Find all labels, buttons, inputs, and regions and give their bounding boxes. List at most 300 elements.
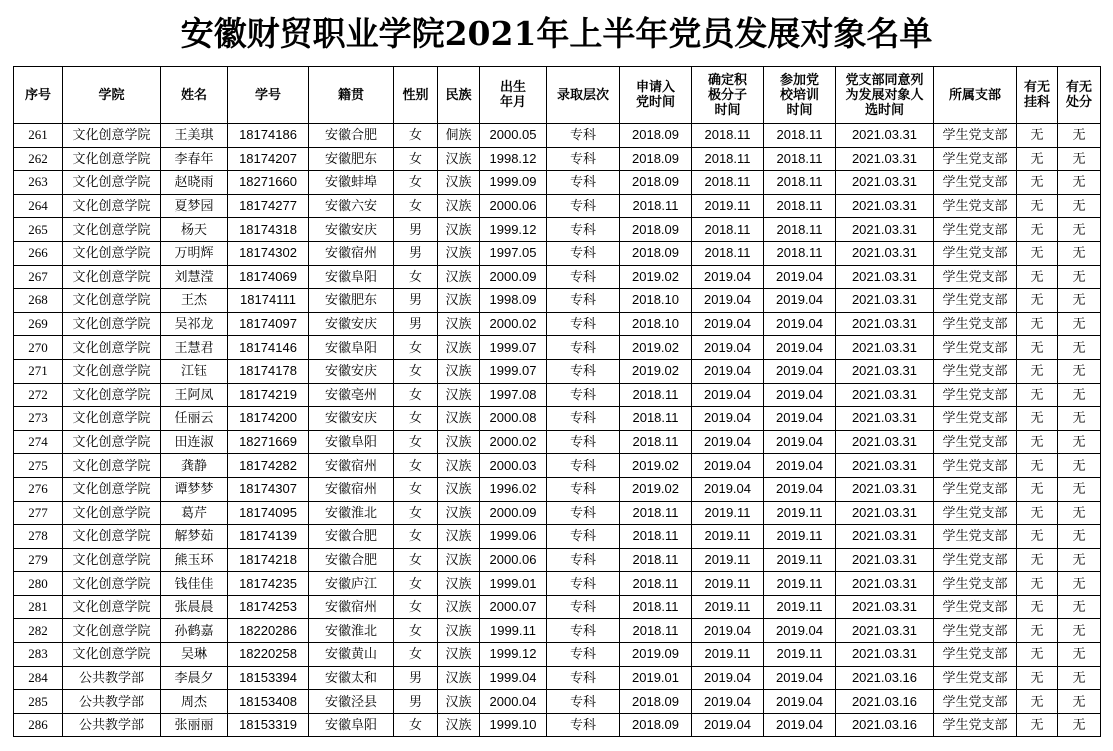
cell-penalty: 无 — [1058, 171, 1101, 195]
table-row — [14, 359, 1101, 383]
cell-branch: 学生党支部 — [934, 666, 1017, 690]
table-row — [14, 525, 1101, 549]
cell-birth: 2000.02 — [480, 430, 547, 454]
cell-birth: 1999.12 — [480, 643, 547, 667]
cell-native-place: 安徽阜阳 — [309, 713, 394, 737]
cell-failed-course: 无 — [1017, 548, 1058, 572]
cell-college: 文化创意学院 — [63, 595, 161, 619]
header-penalty — [1058, 67, 1101, 124]
cell-student-id: 18174200 — [228, 407, 309, 431]
cell-branch: 学生党支部 — [934, 241, 1017, 265]
cell-name: 杨天 — [161, 218, 228, 242]
cell-apply-time: 2019.01 — [620, 666, 692, 690]
cell-penalty: 无 — [1058, 643, 1101, 667]
cell-listed-time: 2021.03.31 — [836, 124, 934, 148]
cell-activist-time: 2019.11 — [692, 525, 764, 549]
header-apply-time — [620, 67, 692, 124]
cell-activist-time: 2019.04 — [692, 383, 764, 407]
cell-activist-time: 2019.04 — [692, 619, 764, 643]
cell-admission-level: 专科 — [547, 289, 620, 313]
cell-penalty: 无 — [1058, 477, 1101, 501]
cell-seq: 270 — [14, 336, 63, 360]
cell-student-id: 18174146 — [228, 336, 309, 360]
cell-admission-level: 专科 — [547, 454, 620, 478]
cell-ethnicity: 汉族 — [438, 477, 480, 501]
cell-college: 公共教学部 — [63, 666, 161, 690]
cell-ethnicity: 侗族 — [438, 124, 480, 148]
cell-apply-time: 2018.09 — [620, 241, 692, 265]
cell-student-id: 18174207 — [228, 147, 309, 171]
header-college: 学院 — [63, 67, 161, 124]
cell-birth: 1999.09 — [480, 171, 547, 195]
cell-birth: 1999.12 — [480, 218, 547, 242]
cell-apply-time: 2019.02 — [620, 359, 692, 383]
table-row — [14, 548, 1101, 572]
cell-branch: 学生党支部 — [934, 430, 1017, 454]
cell-failed-course: 无 — [1017, 194, 1058, 218]
cell-training-time: 2019.04 — [764, 619, 836, 643]
cell-seq: 264 — [14, 194, 63, 218]
cell-seq: 278 — [14, 525, 63, 549]
cell-student-id: 18220258 — [228, 643, 309, 667]
header-apply-line: 党时间 — [635, 95, 675, 110]
cell-admission-level: 专科 — [547, 218, 620, 242]
cell-training-time: 2018.11 — [764, 194, 836, 218]
cell-training-time: 2019.11 — [764, 548, 836, 572]
table-row — [14, 619, 1101, 643]
cell-branch: 学生党支部 — [934, 383, 1017, 407]
cell-activist-time: 2019.04 — [692, 265, 764, 289]
cell-gender: 女 — [394, 407, 438, 431]
cell-listed-time: 2021.03.31 — [836, 289, 934, 313]
cell-gender: 女 — [394, 643, 438, 667]
header-listed-line: 党支部同意列 — [845, 72, 924, 88]
cell-native-place: 安徽淮北 — [309, 619, 394, 643]
cell-birth: 2000.08 — [480, 407, 547, 431]
table-row — [14, 289, 1101, 313]
cell-branch: 学生党支部 — [934, 595, 1017, 619]
table-row — [14, 690, 1101, 714]
cell-listed-time: 2021.03.31 — [836, 643, 934, 667]
cell-activist-time: 2019.04 — [692, 690, 764, 714]
cell-birth: 1996.02 — [480, 477, 547, 501]
table-row — [14, 124, 1101, 148]
header-penalty-line: 处分 — [1065, 95, 1092, 110]
cell-branch: 学生党支部 — [934, 194, 1017, 218]
cell-activist-time: 2018.11 — [692, 147, 764, 171]
header-activist-line: 确定积 — [707, 72, 747, 88]
cell-branch: 学生党支部 — [934, 619, 1017, 643]
cell-admission-level: 专科 — [547, 666, 620, 690]
cell-college: 文化创意学院 — [63, 430, 161, 454]
cell-native-place: 安徽安庆 — [309, 218, 394, 242]
cell-admission-level: 专科 — [547, 359, 620, 383]
header-ethnicity: 民族 — [438, 67, 480, 124]
cell-listed-time: 2021.03.31 — [836, 595, 934, 619]
cell-name: 田连淑 — [161, 430, 228, 454]
cell-training-time: 2018.11 — [764, 124, 836, 148]
cell-seq: 273 — [14, 407, 63, 431]
cell-penalty: 无 — [1058, 218, 1101, 242]
cell-activist-time: 2019.04 — [692, 407, 764, 431]
cell-failed-course: 无 — [1017, 477, 1058, 501]
cell-penalty: 无 — [1058, 595, 1101, 619]
cell-activist-time: 2019.04 — [692, 359, 764, 383]
cell-gender: 女 — [394, 359, 438, 383]
cell-seq: 284 — [14, 666, 63, 690]
cell-apply-time: 2018.09 — [620, 690, 692, 714]
cell-name: 李春年 — [161, 147, 228, 171]
cell-college: 文化创意学院 — [63, 194, 161, 218]
cell-birth: 1999.11 — [480, 619, 547, 643]
cell-penalty: 无 — [1058, 241, 1101, 265]
cell-native-place: 安徽合肥 — [309, 548, 394, 572]
cell-seq: 274 — [14, 430, 63, 454]
cell-ethnicity: 汉族 — [438, 171, 480, 195]
cell-activist-time: 2018.11 — [692, 171, 764, 195]
cell-gender: 女 — [394, 147, 438, 171]
cell-name: 解梦茹 — [161, 525, 228, 549]
cell-student-id: 18174097 — [228, 312, 309, 336]
cell-branch: 学生党支部 — [934, 548, 1017, 572]
cell-training-time: 2019.04 — [764, 407, 836, 431]
cell-name: 葛芹 — [161, 501, 228, 525]
cell-branch: 学生党支部 — [934, 643, 1017, 667]
cell-activist-time: 2019.04 — [692, 430, 764, 454]
cell-listed-time: 2021.03.31 — [836, 477, 934, 501]
cell-activist-time: 2019.04 — [692, 477, 764, 501]
cell-ethnicity: 汉族 — [438, 194, 480, 218]
cell-listed-time: 2021.03.31 — [836, 548, 934, 572]
cell-listed-time: 2021.03.31 — [836, 171, 934, 195]
cell-apply-time: 2018.09 — [620, 218, 692, 242]
cell-ethnicity: 汉族 — [438, 359, 480, 383]
table-row — [14, 218, 1101, 242]
cell-branch: 学生党支部 — [934, 265, 1017, 289]
cell-college: 文化创意学院 — [63, 383, 161, 407]
cell-training-time: 2019.04 — [764, 359, 836, 383]
table-row — [14, 407, 1101, 431]
cell-apply-time: 2018.10 — [620, 289, 692, 313]
cell-penalty: 无 — [1058, 312, 1101, 336]
cell-apply-time: 2018.11 — [620, 407, 692, 431]
cell-admission-level: 专科 — [547, 643, 620, 667]
cell-apply-time: 2019.02 — [620, 265, 692, 289]
cell-gender: 女 — [394, 477, 438, 501]
cell-college: 文化创意学院 — [63, 265, 161, 289]
cell-student-id: 18174253 — [228, 595, 309, 619]
cell-apply-time: 2018.09 — [620, 147, 692, 171]
cell-native-place: 安徽阜阳 — [309, 336, 394, 360]
cell-branch: 学生党支部 — [934, 501, 1017, 525]
cell-penalty: 无 — [1058, 407, 1101, 431]
cell-branch: 学生党支部 — [934, 147, 1017, 171]
cell-admission-level: 专科 — [547, 548, 620, 572]
cell-training-time: 2019.04 — [764, 336, 836, 360]
table-row — [14, 312, 1101, 336]
cell-admission-level: 专科 — [547, 690, 620, 714]
cell-student-id: 18174095 — [228, 501, 309, 525]
cell-listed-time: 2021.03.31 — [836, 383, 934, 407]
cell-college: 文化创意学院 — [63, 241, 161, 265]
cell-training-time: 2019.11 — [764, 643, 836, 667]
cell-seq: 280 — [14, 572, 63, 596]
cell-seq: 267 — [14, 265, 63, 289]
cell-seq: 276 — [14, 477, 63, 501]
cell-branch: 学生党支部 — [934, 525, 1017, 549]
cell-failed-course: 无 — [1017, 501, 1058, 525]
cell-college: 文化创意学院 — [63, 454, 161, 478]
cell-activist-time: 2019.04 — [692, 713, 764, 737]
cell-penalty: 无 — [1058, 572, 1101, 596]
cell-native-place: 安徽庐江 — [309, 572, 394, 596]
table-row — [14, 265, 1101, 289]
cell-failed-course: 无 — [1017, 713, 1058, 737]
cell-penalty: 无 — [1058, 525, 1101, 549]
table-row — [14, 572, 1101, 596]
cell-college: 文化创意学院 — [63, 548, 161, 572]
cell-college: 文化创意学院 — [63, 147, 161, 171]
cell-listed-time: 2021.03.31 — [836, 501, 934, 525]
header-gender: 性别 — [394, 67, 438, 124]
cell-ethnicity: 汉族 — [438, 619, 480, 643]
cell-training-time: 2019.04 — [764, 713, 836, 737]
cell-native-place: 安徽安庆 — [309, 407, 394, 431]
cell-failed-course: 无 — [1017, 643, 1058, 667]
cell-college: 文化创意学院 — [63, 171, 161, 195]
cell-ethnicity: 汉族 — [438, 147, 480, 171]
cell-name: 孙鹤嘉 — [161, 619, 228, 643]
cell-admission-level: 专科 — [547, 477, 620, 501]
cell-gender: 女 — [394, 572, 438, 596]
cell-college: 文化创意学院 — [63, 407, 161, 431]
cell-name: 刘慧滢 — [161, 265, 228, 289]
cell-name: 吴琳 — [161, 643, 228, 667]
cell-activist-time: 2019.04 — [692, 336, 764, 360]
header-training-line: 时间 — [786, 102, 813, 118]
cell-branch: 学生党支部 — [934, 218, 1017, 242]
cell-failed-course: 无 — [1017, 525, 1058, 549]
cell-name: 谭梦梦 — [161, 477, 228, 501]
cell-failed-course: 无 — [1017, 619, 1058, 643]
cell-birth: 2000.09 — [480, 265, 547, 289]
cell-admission-level: 专科 — [547, 501, 620, 525]
cell-admission-level: 专科 — [547, 265, 620, 289]
cell-penalty: 无 — [1058, 619, 1101, 643]
header-birth — [480, 67, 547, 124]
cell-apply-time: 2018.09 — [620, 171, 692, 195]
cell-apply-time: 2019.02 — [620, 477, 692, 501]
cell-gender: 男 — [394, 312, 438, 336]
cell-native-place: 安徽肥东 — [309, 147, 394, 171]
cell-college: 公共教学部 — [63, 690, 161, 714]
cell-college: 文化创意学院 — [63, 477, 161, 501]
cell-activist-time: 2019.11 — [692, 572, 764, 596]
table-row — [14, 713, 1101, 737]
cell-seq: 261 — [14, 124, 63, 148]
cell-penalty: 无 — [1058, 666, 1101, 690]
cell-apply-time: 2018.09 — [620, 713, 692, 737]
cell-failed-course: 无 — [1017, 666, 1058, 690]
cell-training-time: 2019.04 — [764, 383, 836, 407]
cell-ethnicity: 汉族 — [438, 643, 480, 667]
cell-name: 熊玉环 — [161, 548, 228, 572]
table-row — [14, 430, 1101, 454]
cell-admission-level: 专科 — [547, 312, 620, 336]
cell-branch: 学生党支部 — [934, 690, 1017, 714]
cell-birth: 1998.09 — [480, 289, 547, 313]
cell-branch: 学生党支部 — [934, 454, 1017, 478]
cell-ethnicity: 汉族 — [438, 690, 480, 714]
cell-listed-time: 2021.03.31 — [836, 407, 934, 431]
cell-penalty: 无 — [1058, 713, 1101, 737]
cell-seq: 268 — [14, 289, 63, 313]
cell-training-time: 2019.04 — [764, 430, 836, 454]
cell-native-place: 安徽黄山 — [309, 643, 394, 667]
cell-name: 张晨晨 — [161, 595, 228, 619]
cell-name: 王阿凤 — [161, 383, 228, 407]
cell-apply-time: 2018.11 — [620, 548, 692, 572]
cell-admission-level: 专科 — [547, 572, 620, 596]
cell-training-time: 2019.04 — [764, 265, 836, 289]
cell-gender: 男 — [394, 241, 438, 265]
table-row — [14, 454, 1101, 478]
cell-listed-time: 2021.03.31 — [836, 525, 934, 549]
cell-listed-time: 2021.03.31 — [836, 430, 934, 454]
cell-seq: 269 — [14, 312, 63, 336]
cell-student-id: 18174277 — [228, 194, 309, 218]
cell-apply-time: 2019.02 — [620, 336, 692, 360]
cell-native-place: 安徽肥东 — [309, 289, 394, 313]
cell-failed-course: 无 — [1017, 407, 1058, 431]
cell-native-place: 安徽泾县 — [309, 690, 394, 714]
cell-branch: 学生党支部 — [934, 713, 1017, 737]
cell-training-time: 2019.04 — [764, 690, 836, 714]
header-birth-line: 出生 — [499, 80, 526, 95]
header-birth-line: 年月 — [499, 95, 526, 110]
cell-penalty: 无 — [1058, 454, 1101, 478]
cell-college: 文化创意学院 — [63, 359, 161, 383]
cell-admission-level: 专科 — [547, 595, 620, 619]
cell-college: 公共教学部 — [63, 713, 161, 737]
cell-listed-time: 2021.03.31 — [836, 359, 934, 383]
cell-listed-time: 2021.03.31 — [836, 194, 934, 218]
cell-college: 文化创意学院 — [63, 643, 161, 667]
cell-seq: 271 — [14, 359, 63, 383]
cell-college: 文化创意学院 — [63, 525, 161, 549]
cell-student-id: 18174178 — [228, 359, 309, 383]
cell-penalty: 无 — [1058, 383, 1101, 407]
header-activist-line: 时间 — [714, 102, 741, 118]
cell-birth: 1999.06 — [480, 525, 547, 549]
cell-gender: 女 — [394, 336, 438, 360]
cell-college: 文化创意学院 — [63, 501, 161, 525]
header-branch: 所属支部 — [934, 67, 1017, 124]
cell-failed-course: 无 — [1017, 147, 1058, 171]
cell-gender: 女 — [394, 454, 438, 478]
cell-native-place: 安徽宿州 — [309, 595, 394, 619]
cell-ethnicity: 汉族 — [438, 548, 480, 572]
cell-name: 张丽丽 — [161, 713, 228, 737]
cell-student-id: 18174318 — [228, 218, 309, 242]
cell-apply-time: 2018.11 — [620, 572, 692, 596]
cell-college: 文化创意学院 — [63, 312, 161, 336]
cell-gender: 女 — [394, 525, 438, 549]
header-row — [14, 67, 1101, 124]
header-training-line: 校培训 — [779, 87, 819, 103]
cell-native-place: 安徽阜阳 — [309, 430, 394, 454]
cell-name: 钱佳佳 — [161, 572, 228, 596]
cell-name: 王慧君 — [161, 336, 228, 360]
cell-student-id: 18174069 — [228, 265, 309, 289]
cell-gender: 女 — [394, 194, 438, 218]
header-failed-line: 有无 — [1023, 80, 1050, 95]
cell-activist-time: 2019.04 — [692, 289, 764, 313]
header-name: 姓名 — [161, 67, 228, 124]
cell-penalty: 无 — [1058, 124, 1101, 148]
cell-student-id: 18174282 — [228, 454, 309, 478]
table-row — [14, 477, 1101, 501]
cell-failed-course: 无 — [1017, 359, 1058, 383]
table-row — [14, 194, 1101, 218]
cell-training-time: 2018.11 — [764, 218, 836, 242]
cell-apply-time: 2018.11 — [620, 595, 692, 619]
cell-apply-time: 2019.02 — [620, 454, 692, 478]
cell-penalty: 无 — [1058, 265, 1101, 289]
cell-failed-course: 无 — [1017, 454, 1058, 478]
cell-training-time: 2018.11 — [764, 241, 836, 265]
cell-birth: 2000.05 — [480, 124, 547, 148]
cell-native-place: 安徽阜阳 — [309, 265, 394, 289]
cell-admission-level: 专科 — [547, 194, 620, 218]
cell-admission-level: 专科 — [547, 713, 620, 737]
cell-name: 王杰 — [161, 289, 228, 313]
cell-ethnicity: 汉族 — [438, 383, 480, 407]
cell-gender: 男 — [394, 690, 438, 714]
table-row — [14, 336, 1101, 360]
candidate-table — [13, 66, 1101, 737]
cell-admission-level: 专科 — [547, 147, 620, 171]
cell-birth: 2000.04 — [480, 690, 547, 714]
cell-branch: 学生党支部 — [934, 289, 1017, 313]
cell-gender: 男 — [394, 289, 438, 313]
cell-college: 文化创意学院 — [63, 619, 161, 643]
cell-student-id: 18271669 — [228, 430, 309, 454]
cell-birth: 2000.06 — [480, 194, 547, 218]
cell-native-place: 安徽安庆 — [309, 312, 394, 336]
cell-admission-level: 专科 — [547, 171, 620, 195]
cell-birth: 2000.03 — [480, 454, 547, 478]
header-seq: 序号 — [14, 67, 63, 124]
cell-training-time: 2019.04 — [764, 289, 836, 313]
cell-activist-time: 2019.04 — [692, 312, 764, 336]
cell-activist-time: 2019.11 — [692, 501, 764, 525]
cell-apply-time: 2019.09 — [620, 643, 692, 667]
cell-seq: 279 — [14, 548, 63, 572]
cell-admission-level: 专科 — [547, 430, 620, 454]
cell-branch: 学生党支部 — [934, 124, 1017, 148]
cell-seq: 286 — [14, 713, 63, 737]
cell-birth: 1997.08 — [480, 383, 547, 407]
cell-branch: 学生党支部 — [934, 477, 1017, 501]
cell-student-id: 18174111 — [228, 289, 309, 313]
cell-student-id: 18174235 — [228, 572, 309, 596]
cell-listed-time: 2021.03.16 — [836, 713, 934, 737]
cell-ethnicity: 汉族 — [438, 430, 480, 454]
cell-seq: 285 — [14, 690, 63, 714]
cell-activist-time: 2019.11 — [692, 194, 764, 218]
cell-gender: 女 — [394, 713, 438, 737]
